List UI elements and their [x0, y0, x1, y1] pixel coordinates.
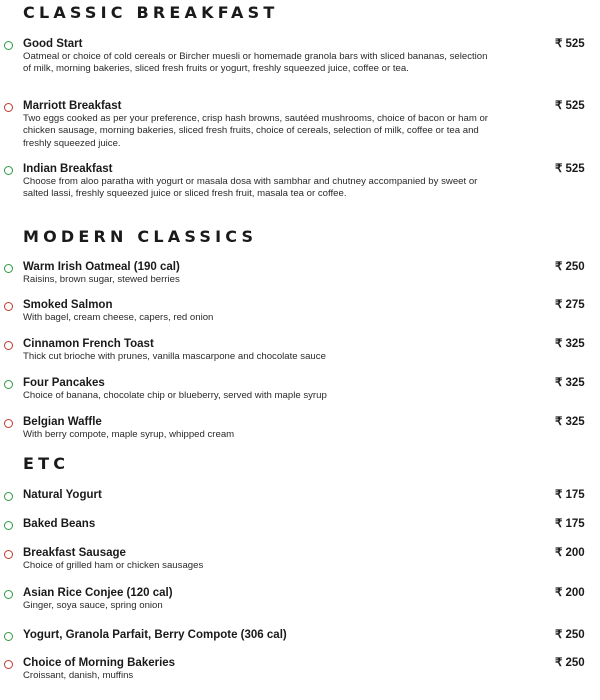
item-description: Oatmeal or choice of cold cereals or Bircher muesli or homemade granola bars with sliced bananas, selection of milk, morning bakeries, sliced fresh fruits or yogurt, freshly squeezed juice, coffee or tea.: [23, 51, 488, 75]
section-title-classic-breakfast: CLASSIC BREAKFAST: [23, 3, 279, 22]
item-name: Belgian Waffle: [23, 416, 102, 428]
section-title-modern-classics: MODERN CLASSICS: [23, 227, 258, 246]
item-price: ₹ 275: [555, 299, 585, 311]
item-description: Choose from aloo paratha with yogurt or masala dosa with sambhar and chutney accompanied by sweet or salted lassi, freshly squeezed juice or sliced fresh fruit, masala tea or coffee.: [23, 176, 478, 200]
item-price: ₹ 325: [555, 377, 585, 389]
item-description: Choice of banana, chocolate chip or blueberry, served with maple syrup: [23, 390, 327, 401]
item-price: ₹ 525: [555, 163, 585, 175]
item-name: Breakfast Sausage: [23, 547, 126, 559]
item-description: Choice of grilled ham or chicken sausages: [23, 560, 204, 571]
item-description: Raisins, brown sugar, stewed berries: [23, 274, 180, 285]
item-name: Marriott Breakfast: [23, 100, 122, 112]
non-veg-marker-icon: [4, 419, 13, 428]
item-name: Good Start: [23, 38, 83, 50]
veg-marker-icon: [4, 521, 13, 530]
veg-marker-icon: [4, 166, 13, 175]
item-price: ₹ 175: [555, 489, 585, 501]
item-price: ₹ 200: [555, 547, 585, 559]
item-price: ₹ 325: [555, 416, 585, 428]
item-price: ₹ 175: [555, 518, 585, 530]
item-name: Four Pancakes: [23, 377, 105, 389]
item-price: ₹ 525: [555, 38, 585, 50]
item-description: Two eggs cooked as per your preference, crisp hash browns, sautéed mushrooms, choice of bacon or ham or chicken sausage, morning bakeries, sliced fresh fruits, choice of cereals, selection of milk, coffee or tea and freshly squeezed juice.: [23, 113, 489, 149]
item-price: ₹ 250: [555, 657, 585, 669]
veg-marker-icon: [4, 632, 13, 641]
item-name: Natural Yogurt: [23, 489, 102, 501]
veg-marker-icon: [4, 590, 13, 599]
item-name: Baked Beans: [23, 518, 96, 530]
item-name: Indian Breakfast: [23, 163, 113, 175]
item-description: Croissant, danish, muffins: [23, 670, 134, 681]
veg-marker-icon: [4, 492, 13, 501]
veg-marker-icon: [4, 264, 13, 273]
item-name: Asian Rice Conjee (120 cal): [23, 587, 173, 599]
item-price: ₹ 200: [555, 587, 585, 599]
item-description: With bagel, cream cheese, capers, red onion: [23, 312, 214, 323]
item-price: ₹ 250: [555, 629, 585, 641]
item-description: Thick cut brioche with prunes, vanilla mascarpone and chocolate sauce: [23, 351, 326, 362]
item-name: Warm Irish Oatmeal (190 cal): [23, 261, 180, 273]
item-description: With berry compote, maple syrup, whipped cream: [23, 429, 235, 440]
item-price: ₹ 325: [555, 338, 585, 350]
non-veg-marker-icon: [4, 302, 13, 311]
non-veg-marker-icon: [4, 341, 13, 350]
item-name: Choice of Morning Bakeries: [23, 657, 176, 669]
non-veg-marker-icon: [4, 103, 13, 112]
item-name: Yogurt, Granola Parfait, Berry Compote (306 cal): [23, 629, 287, 641]
section-title-etc: ETC: [23, 454, 70, 473]
non-veg-marker-icon: [4, 660, 13, 669]
veg-marker-icon: [4, 380, 13, 389]
item-description: Ginger, soya sauce, spring onion: [23, 600, 163, 611]
item-price: ₹ 525: [555, 100, 585, 112]
item-name: Smoked Salmon: [23, 299, 113, 311]
non-veg-marker-icon: [4, 550, 13, 559]
veg-marker-icon: [4, 41, 13, 50]
item-price: ₹ 250: [555, 261, 585, 273]
item-name: Cinnamon French Toast: [23, 338, 154, 350]
